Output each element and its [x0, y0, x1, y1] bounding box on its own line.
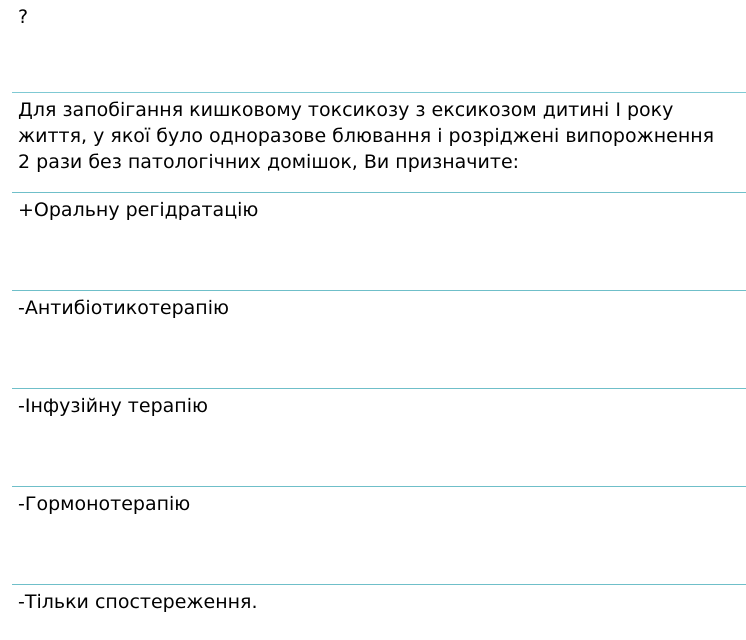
answer-option-text: -Антибіотикотерапію [18, 297, 229, 319]
answer-option-text: +Оральну регідратацію [18, 199, 259, 221]
question-mark-label: ? [18, 6, 29, 28]
question-text: Для запобігання кишковому токсикозу з ексикозом дитині І року життя, у якої було одноразове блювання і розріджені випорожнення 2 рази без патологічних домішок, Ви призначите: [18, 99, 715, 173]
answer-option-2 [12, 290, 746, 388]
answer-option-text: -Гормонотерапію [18, 493, 191, 515]
answer-option-3 [12, 388, 746, 486]
answer-option-5 [12, 584, 746, 640]
question-row [12, 92, 746, 192]
answer-option-text: -Інфузійну терапію [18, 395, 208, 417]
answer-option-1 [12, 192, 746, 290]
answer-option-4 [12, 486, 746, 584]
answer-option-text: -Тільки спостереження. [18, 591, 258, 613]
